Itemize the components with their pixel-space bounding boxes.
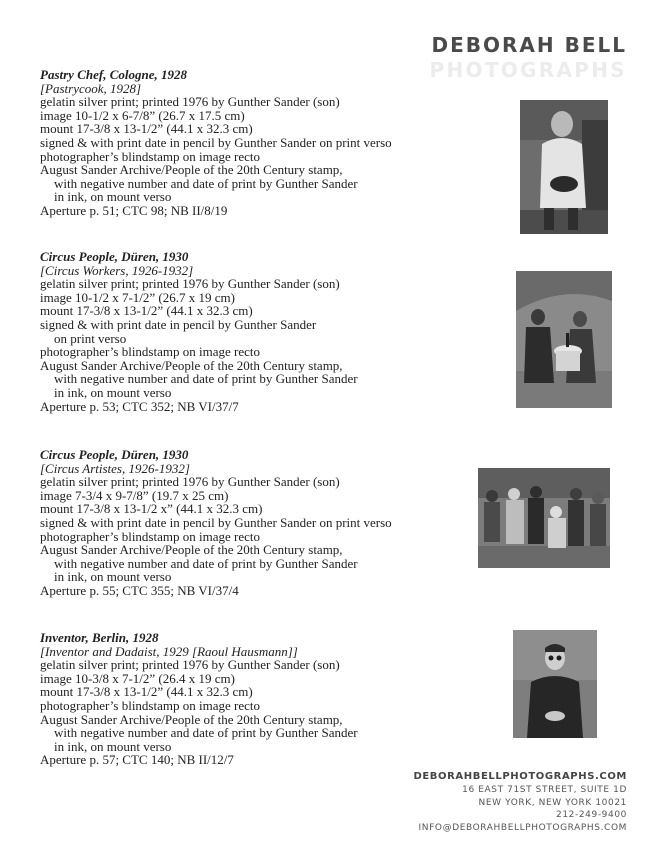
catalog-entry: [40, 68, 460, 218]
entry-line: photographer’s blindstamp on image recto: [40, 697, 260, 713]
entry-line: Aperture p. 57; CTC 140; NB II/12/7: [40, 752, 234, 768]
entry-subtitle: [Circus Workers, 1926-1932]: [40, 262, 194, 278]
entry-line: mount 17-3/8 x 13-1/2” (44.1 x 32.3 cm): [40, 684, 253, 700]
entry-line: gelatin silver print; printed 1976 by Gunther Sander (son): [40, 474, 340, 490]
entry-line: with negative number and date of print by Gunther Sander: [54, 175, 358, 191]
entry-line: in ink, on mount verso: [54, 384, 172, 400]
catalog-entry: [40, 250, 460, 413]
entry-line: with negative number and date of print by Gunther Sander: [54, 555, 358, 571]
entry-line: Aperture p. 55; CTC 355; NB VI/37/4: [40, 582, 239, 598]
entry-line: photographer’s blindstamp on image recto: [40, 528, 260, 544]
entry-line: with negative number and date of print by Gunther Sander: [54, 371, 358, 387]
address-line-2: NEW YORK, NEW YORK 10021: [478, 797, 627, 808]
entry-line: mount 17-3/8 x 13-1/2” (44.1 x 32.3 cm): [40, 303, 253, 319]
photo-circus-artistes: [478, 468, 610, 568]
entry-title: Inventor, Berlin, 1928: [40, 630, 159, 645]
entry-line: gelatin silver print; printed 1976 by Gunther Sander (son): [40, 94, 340, 110]
entry-line: August Sander Archive/People of the 20th Century stamp,: [40, 357, 343, 373]
entry-line: in ink, on mount verso: [54, 738, 172, 754]
entry-line: August Sander Archive/People of the 20th Century stamp,: [40, 711, 343, 727]
entry-line: in ink, on mount verso: [54, 189, 172, 205]
entry-line: gelatin silver print; printed 1976 by Gunther Sander (son): [40, 276, 340, 292]
entry-line: Aperture p. 51; CTC 98; NB II/8/19: [40, 202, 228, 218]
entry-line: August Sander Archive/People of the 20th Century stamp,: [40, 162, 343, 178]
contact-block: [413, 769, 627, 834]
entry-line: August Sander Archive/People of the 20th Century stamp,: [40, 542, 343, 558]
entry-title: Circus People, Düren, 1930: [40, 249, 189, 264]
address-line-1: 16 EAST 71ST STREET, SUITE 1D: [462, 785, 627, 795]
email-link[interactable]: INFO@DEBORAHBELLPHOTOGRAPHS.COM: [418, 822, 627, 833]
entry-line: mount 17-3/8 x 13-1/2” (44.1 x 32.3 cm): [40, 121, 253, 137]
entry-line: signed & with print date in pencil by Gunther Sander on print verso: [40, 514, 392, 530]
catalog-entry: [40, 631, 460, 767]
entry-subtitle: [Inventor and Dadaist, 1929 [Raoul Hausmann]]: [40, 643, 298, 659]
entry-subtitle: [Circus Artistes, 1926-1932]: [40, 460, 190, 476]
phone-number: 212-249-9400: [556, 810, 627, 821]
photo-inventor: [513, 630, 597, 738]
entry-line: mount 17-3/8 x 13-1/2 x” (44.1 x 32.3 cm): [40, 501, 263, 517]
catalog-entry: [40, 448, 460, 598]
entry-line: photographer’s blindstamp on image recto: [40, 148, 260, 164]
entry-line: image 10-1/2 x 7-1/2” (26.7 x 19 cm): [40, 289, 235, 305]
entry-line: with negative number and date of print by Gunther Sander: [54, 725, 358, 741]
entry-line: signed & with print date in pencil by Gunther Sander: [40, 316, 317, 332]
entry-line: image 10-1/2 x 6-7/8” (26.7 x 17.5 cm): [40, 107, 245, 123]
entry-line: in ink, on mount verso: [54, 569, 172, 585]
entry-line: on print verso: [54, 330, 127, 346]
entry-subtitle: [Pastrycook, 1928]: [40, 80, 142, 96]
photo-circus-workers: [516, 271, 612, 408]
photo-pastry-chef: [520, 100, 608, 234]
website-link[interactable]: DEBORAHBELLPHOTOGRAPHS.COM: [413, 771, 627, 782]
entry-title: Circus People, Düren, 1930: [40, 447, 189, 462]
entry-title: Pastry Chef, Cologne, 1928: [40, 67, 187, 82]
entry-line: gelatin silver print; printed 1976 by Gunther Sander (son): [40, 657, 340, 673]
entry-line: Aperture p. 53; CTC 352; NB VI/37/7: [40, 398, 239, 414]
brand-subtitle: PHOTOGRAPHS: [429, 58, 627, 82]
brand-name: DEBORAH BELL: [431, 33, 627, 57]
entry-line: signed & with print date in pencil by Gunther Sander on print verso: [40, 134, 392, 150]
entry-line: image 7-3/4 x 9-7/8” (19.7 x 25 cm): [40, 487, 229, 503]
entry-line: image 10-3/8 x 7-1/2” (26.4 x 19 cm): [40, 670, 235, 686]
entry-line: photographer’s blindstamp on image recto: [40, 344, 260, 360]
